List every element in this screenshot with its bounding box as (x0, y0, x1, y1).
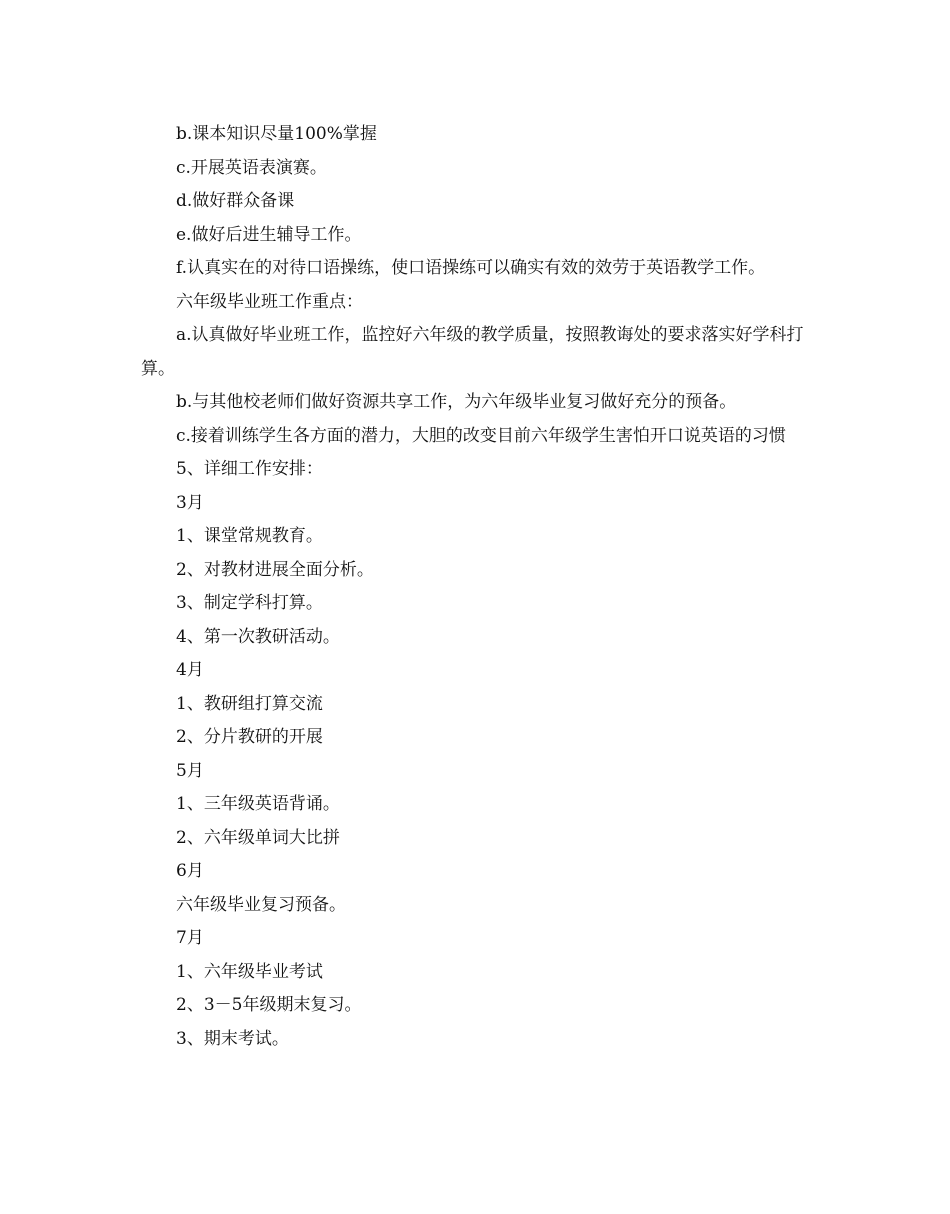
paragraph: b.课本知识尽量100%掌握 (176, 124, 377, 144)
paragraph: c.接着训练学生各方面的潜力，大胆的改变目前六年级学生害怕开口说英语的习惯 (176, 425, 786, 446)
document-body (141, 118, 821, 1056)
month-heading: 4月 (176, 660, 204, 680)
paragraph: a.认真做好毕业班工作，监控好六年级的教学质量，按照教诲处的要求落实好学科打算。 (141, 325, 804, 379)
paragraph: d.做好群众备课 (176, 191, 295, 211)
list-item: 1、六年级毕业考试 (176, 961, 323, 982)
month-heading: 5月 (176, 760, 204, 781)
paragraph: c.开展英语表演赛。 (176, 157, 327, 178)
list-item: 2、分片教研的开展 (176, 727, 323, 747)
list-item: 六年级毕业复习预备。 (176, 894, 346, 915)
list-item: 4、第一次教研活动。 (176, 626, 340, 647)
paragraph: f.认真实在的对待口语操练，使口语操练可以确实有效的效劳于英语教学工作。 (176, 258, 766, 278)
paragraph: e.做好后进生辅导工作。 (176, 224, 362, 245)
list-item: 1、教研组打算交流 (176, 693, 323, 714)
section-heading: 5、详细工作安排： (176, 459, 323, 479)
list-item: 2、六年级单词大比拼 (176, 827, 340, 848)
paragraph: b.与其他校老师们做好资源共享工作，为六年级毕业复习做好充分的预备。 (176, 392, 737, 412)
list-item: 1、三年级英语背诵。 (176, 794, 340, 814)
section-heading: 六年级毕业班工作重点： (176, 291, 363, 312)
list-item: 1、课堂常规教育。 (176, 526, 323, 546)
month-heading: 6月 (176, 861, 204, 881)
list-item: 3、制定学科打算。 (176, 593, 323, 613)
month-heading: 3月 (176, 492, 204, 513)
month-heading: 7月 (176, 928, 204, 948)
list-item: 2、对教材进展全面分析。 (176, 559, 374, 580)
list-item: 2、3－5年级期末复习。 (176, 995, 362, 1015)
list-item: 3、期末考试。 (176, 1028, 289, 1049)
